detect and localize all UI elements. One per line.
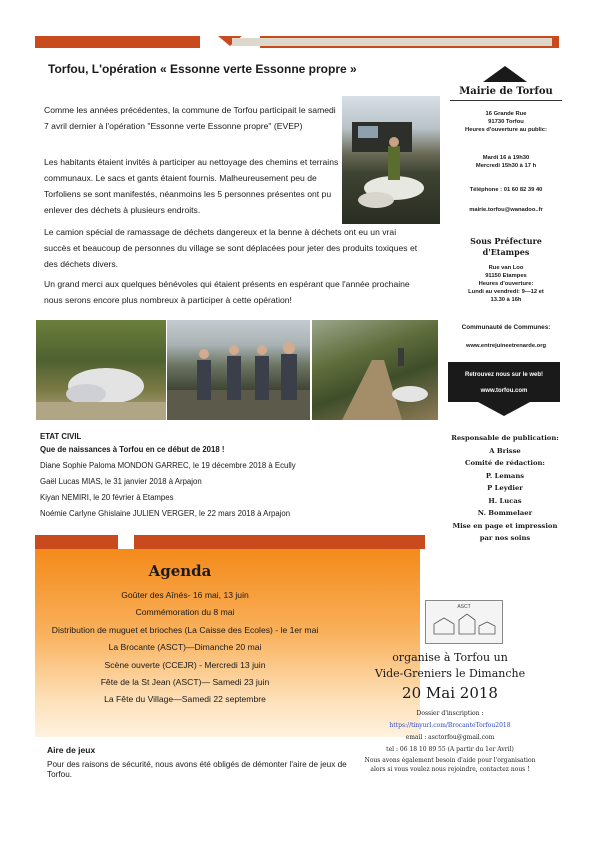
mise-en-page-2: par nos soins xyxy=(479,534,531,542)
article-paragraph-4: Un grand merci aux quelques bénévoles qui étaient présents en espérant que l'année prochaine nous serons encore plus nombreux à participer à cette opération! xyxy=(44,279,410,305)
ad-details xyxy=(360,708,540,774)
birth-name: Gaël Lucas MIAS xyxy=(40,477,101,486)
sp-hours-label: Heures d'ouverture: xyxy=(478,281,534,287)
comite-label: Comité de rédaction: xyxy=(465,459,545,467)
mairie-email[interactable]: mairie.torfou@wanadoo..fr xyxy=(469,207,543,213)
agenda-list xyxy=(40,587,330,709)
ad-email[interactable]: email : asctorfou@gmail.com xyxy=(405,734,495,741)
aire-de-jeux-title: Aire de jeux xyxy=(47,745,96,755)
photo-strip-1-art xyxy=(36,320,166,420)
sp-hours-2: 13.30 à 16h xyxy=(490,297,522,303)
article-paragraph-1: Comme les années précédentes, la commune de Torfou participait le samedi 7 avril dernier à l'opération "Essonne verte Essonne propre" (EVEP) xyxy=(44,105,336,131)
aire-de-jeux-text: Pour des raisons de sécurité, nous avons été obligés de démonter l'aire de jeux de Torfou. xyxy=(47,760,347,779)
birth-name: Diane Sophie Paloma MONDON GARREC xyxy=(40,461,189,470)
article-paragraph-3: Le camion spécial de ramassage de déchets dangereux et la benne à déchets ont eu un vrai succès et beaucoup de personnes du village se sont déplacées pour jeter des produits toxiques et des déchets divers. xyxy=(44,227,418,269)
asct-logo-text: ASCT xyxy=(457,604,471,610)
ad-line-1: organise à Torfou un xyxy=(392,651,508,664)
sp-hours-1: Lundi au vendredi: 9—12 et xyxy=(468,289,544,295)
resp-name: A Brisse xyxy=(489,446,521,455)
photo-volunteers xyxy=(167,320,310,420)
mairie-hours-2: Mercredi 15h30 à 17 h xyxy=(475,163,537,169)
birth-entry xyxy=(40,506,420,522)
communaute-url[interactable]: www.entrejuineetrenarde.org xyxy=(466,343,546,349)
birth-detail: , le 20 février à Etampes xyxy=(88,493,174,502)
birth-detail: , le 22 mars 2018 à Arpajon xyxy=(194,509,291,518)
photo-waste-pile xyxy=(36,320,166,420)
ad-dossier: Dossier d'inscription : xyxy=(416,710,484,717)
mairie-hours-label: Heures d'ouverture au public: xyxy=(465,127,547,133)
agenda-item: Goûter des Aînés- 16 mai, 13 juin xyxy=(121,590,249,600)
etat-civil-section xyxy=(40,432,420,522)
mairie-address-1: 16 Grande Rue xyxy=(485,111,527,117)
agenda-item: Fête de la St Jean (ASCT)— Samedi 23 juin xyxy=(100,677,270,688)
birth-detail: , le 19 décembre 2018 à Ecully xyxy=(188,461,296,470)
comite-member: P. Lemans xyxy=(485,471,525,480)
banner-gray-band xyxy=(232,38,552,46)
agenda-item: Scène ouverte (CCEJR) - Mercredi 13 juin xyxy=(104,659,266,670)
agenda-item: La Brocante (ASCT)—Dimanche 20 mai xyxy=(108,642,262,653)
agenda-item: Distribution de muguet et brioches (La Caisse des Ecoles) - le 1er mai xyxy=(51,624,319,635)
mise-en-page-1: Mise en page et impression xyxy=(452,521,558,530)
photo-strip-3-art xyxy=(312,320,438,420)
publication-credits xyxy=(430,432,580,545)
sp-address-1: Rue van Loo xyxy=(488,265,524,271)
etat-civil-intro: Que de naissances à Torfou en ce début de 2018 ! xyxy=(40,445,225,454)
web-url[interactable]: www.torfou.com xyxy=(480,388,528,394)
birth-detail: , le 31 janvier 2018 à Arpajon xyxy=(100,477,202,486)
house-roof-icon xyxy=(483,66,527,82)
birth-name: Kiyan NEMIRI xyxy=(40,493,89,502)
photo-truck-art xyxy=(342,96,440,224)
page-title: Torfou, L'opération « Essonne verte Essonne propre » xyxy=(48,62,357,76)
communaute-title: Communauté de Communes: xyxy=(461,324,551,331)
divider xyxy=(450,100,562,101)
birth-entry xyxy=(40,458,420,474)
mairie-address-2: 91730 Torfou xyxy=(488,119,524,125)
birth-entry xyxy=(40,474,420,490)
vide-grenier-ad xyxy=(360,650,540,682)
ad-note: Nous avons également besoin d'aide pour l'organisation alors si vous voulez nous rejoindre, contactez nous ! xyxy=(364,757,536,773)
birth-name: Noémie Carlyne Ghislaine JULIEN VERGER xyxy=(40,509,195,518)
mairie-phone: Téléphone : 01 60 82 39 40 xyxy=(469,187,543,193)
agenda-item: La Fête du Village—Samedi 22 septembre xyxy=(104,694,266,705)
etat-civil-heading: ETAT CIVIL xyxy=(40,432,82,441)
photo-path-cleanup xyxy=(312,320,438,420)
web-line-1: Retrouvez nous sur le web! xyxy=(464,372,543,378)
comite-member: N. Bommelaer xyxy=(477,509,533,517)
agenda-top-band xyxy=(35,535,425,549)
ad-date: 20 Mai 2018 xyxy=(402,684,498,702)
web-banner-arrow xyxy=(478,402,530,416)
village-sketch-icon xyxy=(429,610,499,636)
sp-address-2: 91150 Etampes xyxy=(485,273,527,279)
comite-member: H. Lucas xyxy=(488,496,522,505)
article-paragraph-2: Les habitants étaient invités à participer au nettoyage des chemins et terrains communaux. Le sacs et gants étaient fournis. Malheureusement peu de Torfoliens se sont manifestés, néanmoins les 5 personnes présentes ont pu enlever des déchets à plusieurs endroits. xyxy=(44,157,339,215)
web-banner[interactable] xyxy=(448,362,560,402)
mairie-title: Mairie de Torfou xyxy=(459,86,553,97)
mairie-hours-1: Mardi 16 à 19h30 xyxy=(482,155,530,161)
birth-entry xyxy=(40,490,420,506)
resp-label: Responsable de publication: xyxy=(451,434,559,442)
sous-prefecture-title: Sous Préfecture d'Etampes xyxy=(470,236,542,257)
asct-logo xyxy=(425,600,503,644)
photo-waste-truck xyxy=(342,96,440,224)
ad-tel: tel : 06 18 10 89 55 (A partir du 1er Avril) xyxy=(386,746,514,753)
ad-link[interactable]: https://tinyurl.com/BrocanteTorfou2018 xyxy=(389,722,511,729)
ad-line-2: Vide-Greniers le Dimanche xyxy=(374,667,526,680)
agenda-title: Agenda xyxy=(148,562,212,580)
comite-member: P Leydier xyxy=(487,484,523,492)
photo-strip-2-art xyxy=(167,320,310,420)
agenda-band-gap xyxy=(118,535,134,549)
agenda-item: Commémoration du 8 mai xyxy=(135,607,235,618)
